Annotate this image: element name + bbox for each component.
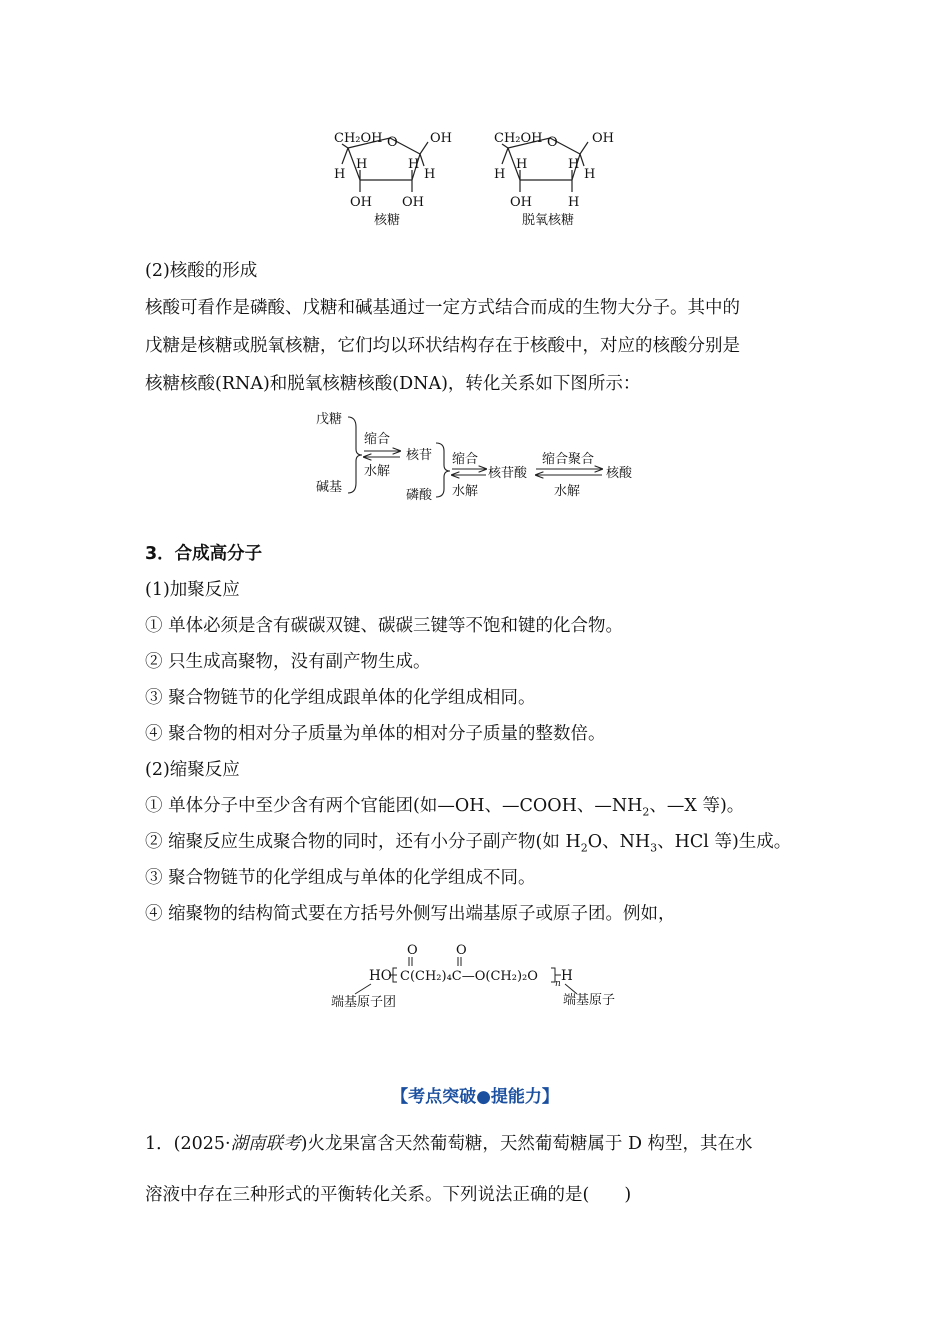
- ribose-h1: H: [356, 157, 368, 172]
- condensation-item-1: ① 单体分子中至少含有两个官能团(如—OH、—COOH、$—NH_2$、—X 等)。: [145, 796, 745, 819]
- nucleic-para-line-1: 核酸可看作是磷酸、戊糖和碱基通过一定方式结合而成的生物大分子。其中的: [145, 298, 740, 318]
- question-1-line-1: 1．(2025·湖南联考)火龙果富含天然葡萄糖，天然葡萄糖属于 D 构型，其在水: [145, 1134, 753, 1154]
- addition-item-3: ③ 聚合物链节的化学组成跟单体的化学组成相同。: [145, 688, 536, 708]
- nucleic-para-line-2: 戊糖是核糖或脱氧核糖，它们均以环状结构存在于核酸中，对应的核酸分别是: [145, 336, 740, 356]
- section-banner: 【考点突破●提能力】: [391, 1087, 559, 1107]
- ribose-ring-o: O: [387, 135, 398, 150]
- nucleic-heading: (2)核酸的形成: [145, 261, 258, 281]
- polymer-formula-figure: [325, 938, 635, 1010]
- flow-nucleoside: 核苷: [406, 448, 433, 463]
- deoxyribose-ring-o: O: [547, 135, 558, 150]
- formula-right-end: H: [561, 968, 573, 984]
- formula-subscript-n: n: [555, 979, 561, 989]
- flow-phosphate: 磷酸: [406, 488, 433, 503]
- addition-item-2: ② 只生成高聚物，没有副产物生成。: [145, 652, 431, 672]
- flow-nucleic-acid: 核酸: [606, 466, 633, 481]
- formula-label-left: 端基原子团: [331, 995, 397, 1010]
- deoxyribose-h2: H: [494, 167, 506, 182]
- ribose-caption: 核糖: [374, 213, 401, 228]
- deoxyribose-oh-bottom: OH: [510, 195, 532, 210]
- deoxyribose-ch2oh: CH₂OH: [494, 131, 543, 146]
- addition-item-1: ① 单体必须是含有碳碳双键、碳碳三键等不饱和键的化合物。: [145, 616, 624, 636]
- flow-hydrolysis-1: 水解: [364, 464, 391, 479]
- nucleic-para-line-3: 核糖核酸(RNA)和脱氧核糖核酸(DNA)，转化关系如下图所示：: [145, 374, 641, 394]
- ribose-oh-bottom-left: OH: [350, 195, 372, 210]
- condensation-item-2: ② 缩聚反应生成聚合物的同时，还有小分子副产物(如 $H_2O$、$NH_3$、HCl 等)生成。: [145, 832, 792, 855]
- section-3-title: 3．合成高分子: [145, 544, 263, 564]
- formula-label-right: 端基原子: [563, 993, 616, 1008]
- ribose-h3: H: [408, 157, 420, 172]
- formula-carbonyl-o-1: O: [407, 943, 418, 958]
- ribose-h2: H: [334, 167, 346, 182]
- condensation-item-3: ③ 聚合物链节的化学组成与单体的化学组成不同。: [145, 868, 536, 888]
- flow-condense-2: 缩合: [452, 452, 479, 467]
- flow-hydrolysis-3: 水解: [554, 484, 581, 499]
- addition-item-4: ④ 聚合物的相对分子质量为单体的相对分子质量的整数倍。: [145, 724, 606, 744]
- deoxyribose-oh-right: OH: [592, 131, 614, 146]
- flow-hydrolysis-2: 水解: [452, 484, 479, 499]
- flow-brace-right: [436, 443, 450, 497]
- deoxyribose-h4: H: [584, 167, 596, 182]
- condensation-item-4: ④ 缩聚物的结构简式要在方括号外侧写出端基原子或原子团。例如，: [145, 904, 676, 924]
- sugar-structures-figure: [320, 120, 640, 232]
- flow-nucleotide: 核苷酸: [488, 466, 528, 481]
- nucleic-flow-diagram: [310, 405, 650, 505]
- ribose-oh-right: OH: [430, 131, 452, 146]
- condensation-heading: (2)缩聚反应: [145, 760, 240, 780]
- formula-repeat-unit: C(CH₂)₄C—O(CH₂)₂O: [400, 969, 538, 984]
- flow-base: 碱基: [316, 480, 343, 495]
- ribose-ch2oh: CH₂OH: [334, 131, 383, 146]
- deoxyribose-h1: H: [516, 157, 528, 172]
- flow-pentose: 戊糖: [316, 412, 343, 427]
- flow-condense-1: 缩合: [364, 432, 391, 447]
- formula-left-end: HO: [369, 968, 392, 984]
- ribose-oh-bottom-right: OH: [402, 195, 424, 210]
- deoxyribose-h-bottom: H: [568, 195, 580, 210]
- flow-brace-left: [348, 417, 362, 493]
- formula-carbonyl-o-2: O: [456, 943, 467, 958]
- ribose-h4: H: [424, 167, 436, 182]
- question-1-line-2: 溶液中存在三种形式的平衡转化关系。下列说法正确的是( ): [145, 1185, 632, 1205]
- flow-condense-polymerize: 缩合聚合: [542, 452, 595, 467]
- deoxyribose-h3: H: [568, 157, 580, 172]
- addition-heading: (1)加聚反应: [145, 580, 240, 600]
- deoxyribose-caption: 脱氧核糖: [522, 213, 575, 228]
